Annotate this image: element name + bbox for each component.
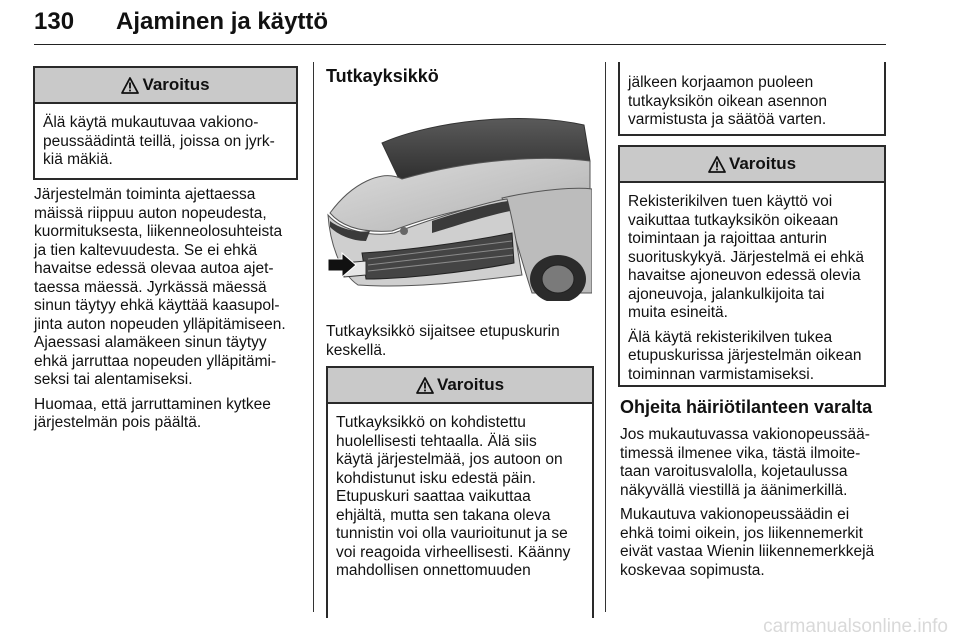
text-line: suorituskykyä. Järjestelmä ei ehkä — [628, 248, 865, 266]
warning-heading: Varoitus — [142, 75, 210, 94]
page-number: 130 — [34, 8, 75, 35]
text-line: Jos mukautuvassa vakionopeussää- — [620, 426, 870, 443]
text-line: timessä ilmenee vika, tästä ilmoite- — [620, 444, 861, 462]
text-line: koskevaa sopimusta. — [620, 561, 765, 579]
text-line: näkyvällä viestillä ja äänimerkillä. — [620, 481, 848, 499]
text-line: Etupuskuri saattaa vaikuttaa — [336, 488, 531, 505]
text-line: kohdistunut isku edestä päin. — [336, 469, 536, 487]
page-header — [34, 8, 886, 46]
warning-box-plate-bracket — [618, 145, 886, 387]
text-line: jinta auton nopeuden ylläpitämiseen. — [34, 315, 286, 333]
text-line: Huomaa, että jarruttaminen kytkee — [34, 395, 271, 413]
text-line: sinun täytyy ehkä käyttää kaasupol- — [34, 297, 280, 314]
text-line: Tutkayksikkö sijaitsee etupuskurin — [326, 323, 560, 340]
text-line: seksi tai alentamiseksi. — [34, 371, 193, 388]
car-front-radar-illustration — [322, 103, 592, 301]
column-divider-left — [313, 62, 314, 612]
text-line: ehkä jarruttaa nopeuden ylläpitämi- — [34, 352, 277, 370]
text-line: tutkayksikön oikean asennon — [628, 92, 828, 110]
warning-heading: Varoitus — [728, 154, 797, 173]
text-line: mäissä riippuu auton nopeudesta, — [34, 204, 267, 222]
warning-continuation-text — [620, 62, 884, 130]
page-title: Ajaminen ja käyttö — [116, 8, 329, 35]
warning-continuation-box — [618, 62, 886, 136]
text-line: havaitse ajoneuvon edessä olevia — [628, 267, 861, 284]
warning-text — [620, 183, 884, 384]
warning-text — [328, 404, 592, 581]
paragraph-hill-driving — [34, 186, 304, 439]
text-line: toiminnan varmistamiseksi. — [628, 365, 815, 383]
warning-header — [620, 147, 884, 183]
text-line: huolellisesti tehtaalla. Älä siis — [336, 432, 537, 450]
paragraph-malfunction — [620, 426, 888, 586]
text-line: ehkä toimi oikein, jos liikennemerkit — [620, 524, 863, 542]
text-line: muita esineitä. — [628, 304, 728, 321]
text-line: voi reagoida virheellisesti. Käänny — [336, 543, 571, 561]
warning-box-steep-hills — [33, 66, 298, 180]
text-line: kiä mäkiä. — [43, 151, 113, 168]
text-line: vaikuttaa tutkayksikön oikeaan — [628, 211, 839, 229]
text-line: Järjestelmän toiminta ajettaessa — [34, 186, 256, 203]
text-line: Mukautuva vakionopeussäädin ei — [620, 506, 850, 523]
text-line: varmistusta ja säätöä varten. — [628, 111, 827, 128]
warning-header — [35, 68, 296, 104]
text-line: havaitse edessä olevaa autoa ajet- — [34, 260, 274, 277]
warning-box-radar-alignment — [326, 366, 594, 618]
warning-triangle-icon — [708, 156, 726, 173]
text-line: Ajaessasi alamäkeen sinun täytyy — [34, 334, 267, 351]
text-line: ajoneuvoja, jalankulkijoita tai — [628, 285, 825, 303]
text-line: keskellä. — [326, 341, 387, 359]
text-line: Tutkayksikkö on kohdistettu — [336, 414, 526, 431]
text-line: kuormituksesta, liikenneolosuhteista — [34, 223, 283, 240]
text-line: eivät vastaa Wienin liikennemerkkejä — [620, 543, 875, 560]
text-line: toimintaan ja rajoittaa anturin — [628, 230, 828, 247]
text-line: tunnistin voi olla vaurioitunut ja se — [336, 525, 568, 542]
figure-caption — [326, 323, 596, 360]
text-line: Älä käytä rekisterikilven tukea — [628, 328, 833, 346]
header-rule — [34, 44, 886, 45]
section-heading-troubleshooting: Ohjeita häiriötilanteen varalta — [620, 397, 873, 417]
section-heading-radar: Tutkayksikkö — [326, 66, 439, 86]
text-line: Älä käytä mukautuvaa vakiono- — [43, 114, 259, 131]
warning-triangle-icon — [121, 77, 139, 94]
watermark: carmanualsonline.info — [763, 616, 948, 637]
text-line: mahdollisen onnettomuuden — [336, 562, 531, 579]
text-line: peussäädintä teillä, joissa on jyrk- — [43, 132, 275, 150]
text-line: ehjältä, mutta sen takana oleva — [336, 506, 551, 524]
text-line: etupuskurissa järjestelmän oikean — [628, 347, 862, 364]
text-line: käytä järjestelmää, jos autoon on — [336, 451, 563, 468]
warning-text — [35, 104, 296, 170]
warning-header — [328, 368, 592, 404]
warning-triangle-icon — [416, 377, 434, 394]
column-divider-right — [605, 62, 606, 612]
text-line: taessa mäessä. Jyrkässä mäessä — [34, 278, 267, 296]
text-line: ja tien kaltevuudesta. Se ei ehkä — [34, 241, 258, 259]
warning-heading: Varoitus — [436, 375, 505, 394]
text-line: jälkeen korjaamon puoleen — [628, 74, 814, 91]
text-line: järjestelmän pois päältä. — [34, 414, 202, 431]
text-line: taan varoitusvalolla, kojetaulussa — [620, 463, 848, 480]
text-line: Rekisterikilven tuen käyttö voi — [628, 193, 833, 210]
